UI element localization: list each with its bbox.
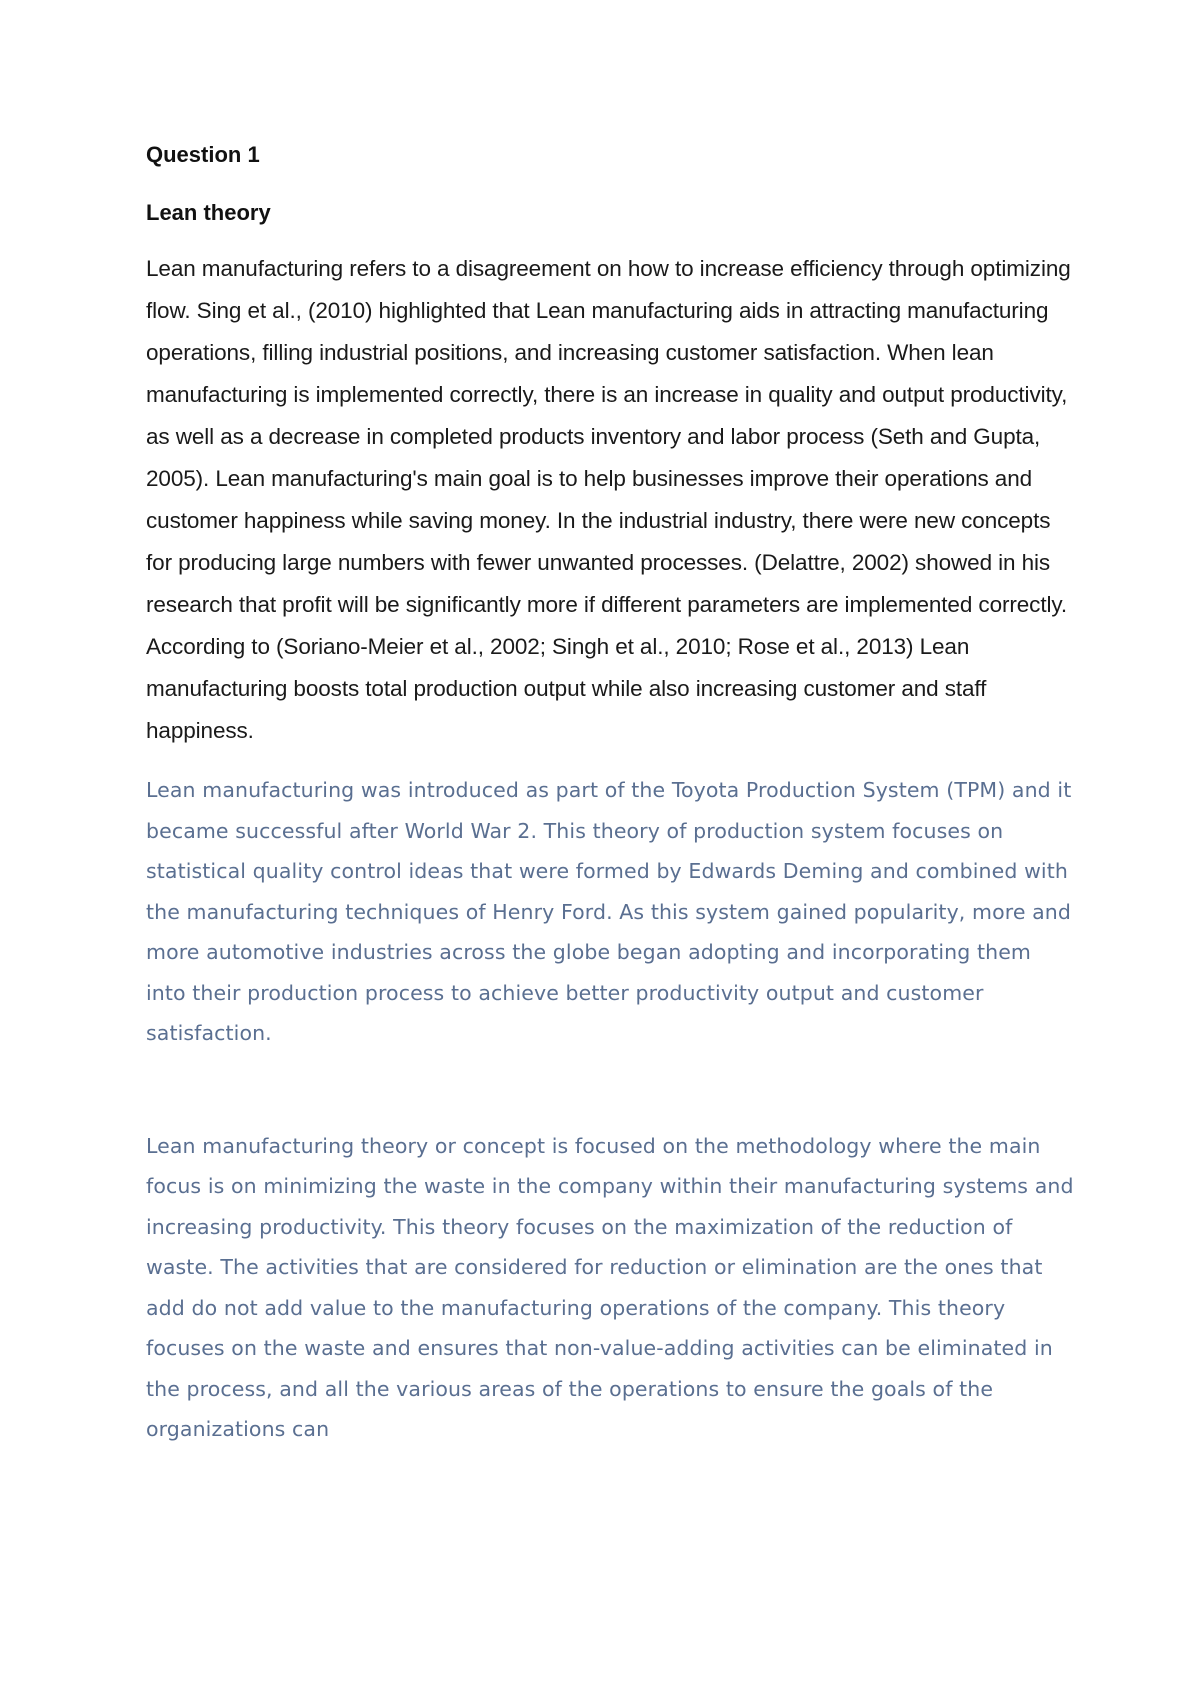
paragraph-lean-history: Lean manufacturing was introduced as part of the Toyota Production System (TPM) and it became successful after World War 2. This theory of production system focuses on statistical quality control ideas that were formed by Edwards Deming and combined with the manufacturing techniques of Henry Ford. As this system gained popularity, more and more automotive industries across the globe began adopting and incorporating them into their production process to achieve better productivity output and customer satisfaction. — [146, 778, 1072, 1045]
section-heading: Lean theory — [146, 200, 271, 225]
paragraph-lean-definition: Lean manufacturing refers to a disagreement on how to increase efficiency through optimizing flow. Sing et al., (2010) highlighted that Lean manufacturing aids in attracting manufacturing operations, filling industrial positions, and increasing customer satisfaction. When lean manufacturing is implemented correctly, there is an increase in quality and output productivity, as well as a decrease in completed products inventory and labor process (Seth and Gupta, 2005). Lean manufacturing's main goal is to help businesses improve their operations and customer happiness while saving money. In the industrial industry, there were new concepts for producing large numbers with fewer unwanted processes. (Delattre, 2002) showed in his research that profit will be significantly more if different parameters are implemented correctly. According to (Soriano-Meier et al., 2002; Singh et al., 2010; Rose et al., 2013) Lean manufacturing boosts total production output while also increasing customer and staff happiness. — [146, 256, 1071, 743]
document-page — [146, 140, 1076, 1450]
question-heading: Question 1 — [146, 142, 260, 167]
paragraph-lean-waste: Lean manufacturing theory or concept is focused on the methodology where the main focus is on minimizing the waste in the company within their manufacturing systems and increasing productivity. This theory focuses on the maximization of the reduction of waste. The activities that are considered for reduction or elimination are the ones that add do not add value to the manufacturing operations of the company. This theory focuses on the waste and ensures that non-value-adding activities can be eliminated in the process, and all the various areas of the operations to ensure the goals of the organizations can — [146, 1133, 1074, 1441]
